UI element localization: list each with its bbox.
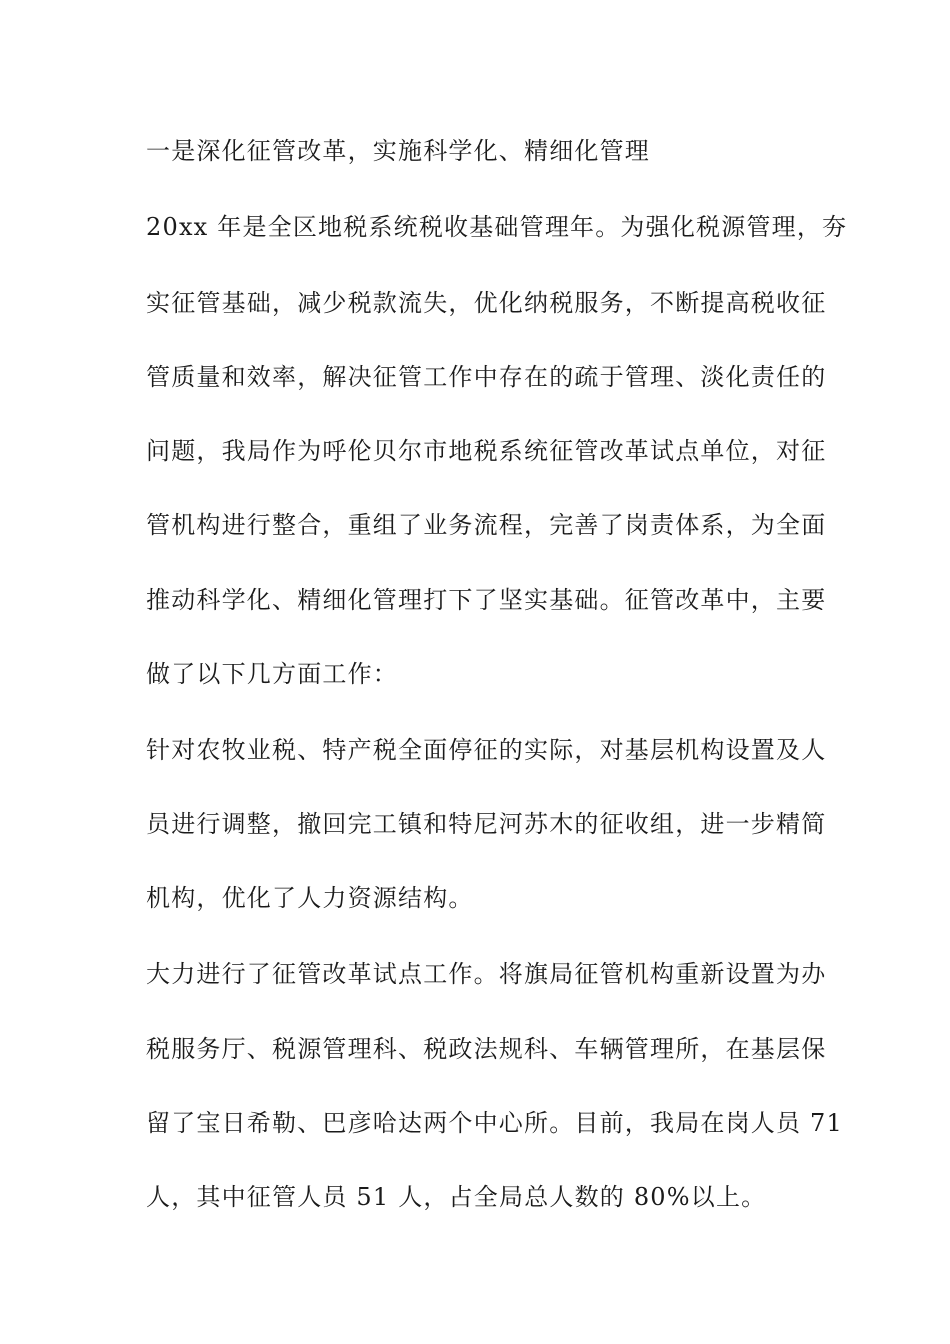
- paragraph-3-line-1: 大力进行了征管改革试点工作。将旗局征管机构重新设置为办: [146, 960, 827, 988]
- paragraph-1-line-4: 问题，我局作为呼伦贝尔市地税系统征管改革试点单位，对征: [146, 437, 827, 465]
- paragraph-1-line-7: 做了以下几方面工作：: [146, 660, 398, 688]
- paragraph-3-line-3: 留了宝日希勒、巴彦哈达两个中心所。目前，我局在岗人员 71: [146, 1109, 843, 1137]
- paragraph-3-line-4: 人，其中征管人员 51 人，占全局总人数的 80%以上。: [146, 1183, 767, 1211]
- paragraph-3-line-2: 税服务厅、税源管理科、税政法规科、车辆管理所，在基层保: [146, 1035, 827, 1063]
- paragraph-2-line-2: 员进行调整，撤回完工镇和特尼河苏木的征收组，进一步精简: [146, 810, 827, 838]
- paragraph-2-line-1: 针对农牧业税、特产税全面停征的实际，对基层机构设置及人: [146, 736, 827, 764]
- paragraph-1-line-1: 20xx 年是全区地税系统税收基础管理年。为强化税源管理，夯: [146, 213, 848, 241]
- paragraph-1-line-2: 实征管基础，减少税款流失，优化纳税服务，不断提高税收征: [146, 289, 827, 317]
- section-heading: 一是深化征管改革，实施科学化、精细化管理: [146, 137, 650, 165]
- paragraph-1-line-5: 管机构进行整合，重组了业务流程，完善了岗责体系，为全面: [146, 511, 827, 539]
- paragraph-1-line-6: 推动科学化、精细化管理打下了坚实基础。征管改革中，主要: [146, 586, 827, 614]
- paragraph-1-line-3: 管质量和效率，解决征管工作中存在的疏于管理、淡化责任的: [146, 363, 827, 391]
- paragraph-2-line-3: 机构，优化了人力资源结构。: [146, 884, 474, 912]
